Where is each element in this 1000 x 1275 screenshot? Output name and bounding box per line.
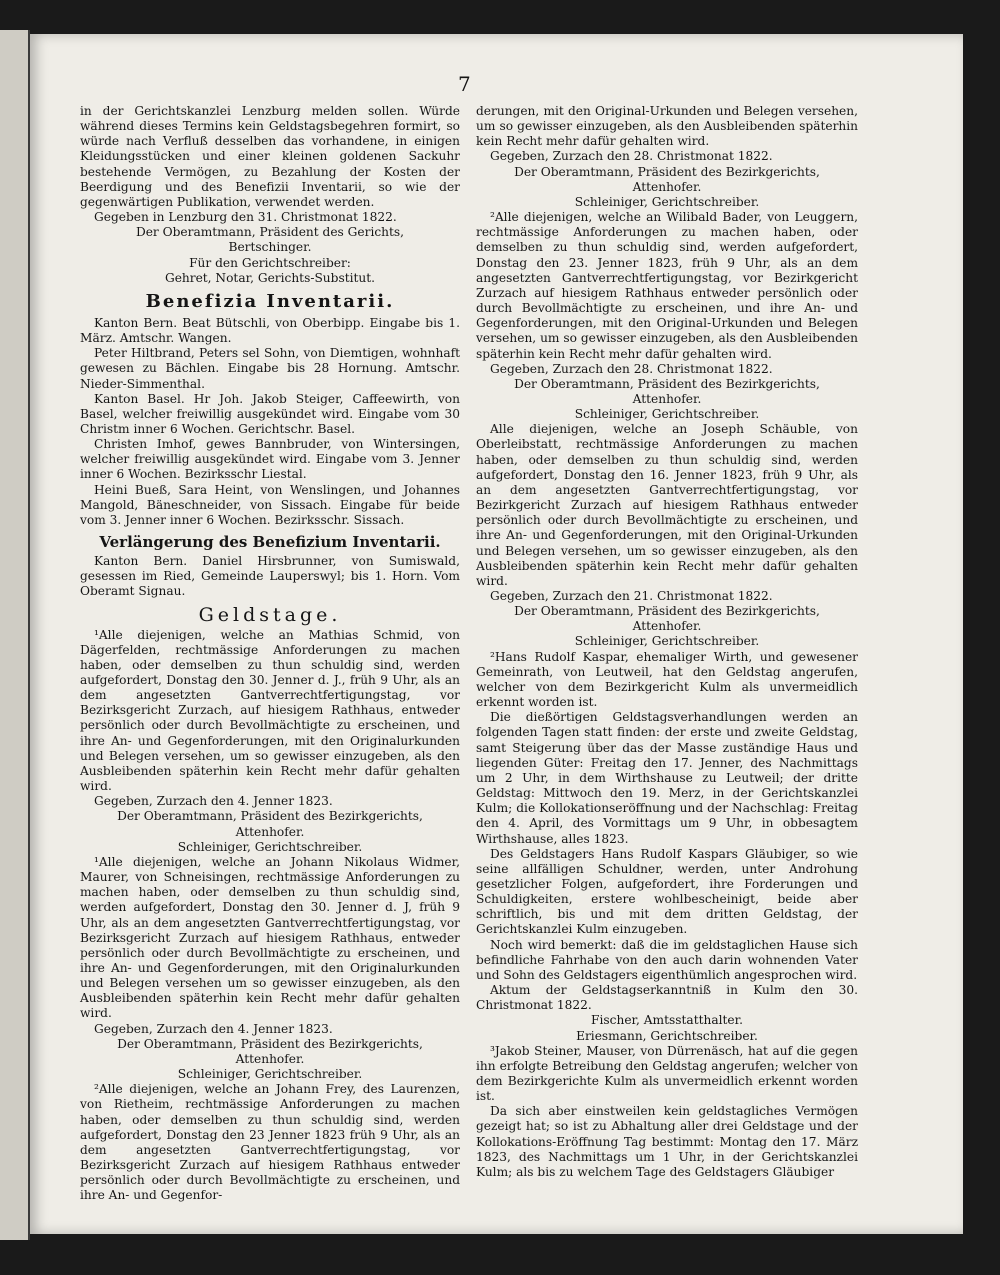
right-column [476, 104, 858, 1180]
dateline: Gegeben, Zurzach den 4. Jenner 1823. [94, 794, 333, 809]
dateline: Gegeben, Zurzach den 28. Christmonat 1822. [490, 361, 773, 376]
signature-line: Der Oberamtmann, Präsident des Bezirkgerichts, [514, 376, 820, 391]
notice-entry: ²Alle diejenigen, welche an Johann Frey, des Laurenzen, von Rietheim, rechtmässige Anforderungen zu machen haben, oder demselben zu thun schuldig sind, werden aufgefordert, Donstag den 23 Jenner 1823 früh 9 Uhr, als an dem angesetzten Gantverrechtfertigungstag, vor Bezirksgericht Zurzach auf hiesigem Rathhaus entweder persönlich oder durch Bevollmächtigte zu erscheinen, und ihre An- und Gegenfor- [80, 1082, 460, 1203]
section-heading: Benefizia Inventarii. [145, 290, 395, 312]
page-number: 7 [458, 72, 471, 96]
signature-line: Eriesmann, Gerichtschreiber. [576, 1028, 758, 1043]
dateline: Gegeben in Lenzburg den 31. Christmonat 1822. [94, 210, 397, 225]
dateline: Aktum der Geldstagserkanntniß in Kulm den 30. Christmonat 1822. [476, 983, 858, 1013]
paragraph: in der Gerichtskanzlei Lenzburg melden sollen. Würde während dieses Termins kein Geldstagsbegehren formirt, so würde nach Verfluß desselben das vorhandene, in einigen Kleidungsstücken und einer kleinen goldenen Sackuhr bestehende Vermögen, zu Bezahlung der Kosten der Beerdigung und des Benefizii Inventarii, so wie der gegenwärtigen Publikation, verwendet werden. [80, 104, 460, 209]
signature-line: Attenhofer. [632, 179, 702, 194]
left-column [80, 104, 460, 1203]
signature-line: Attenhofer. [235, 824, 305, 839]
page-left-edge [0, 30, 30, 1240]
section-heading: Verlängerung des Benefizium Inventarii. [99, 533, 441, 552]
notice-entry: Peter Hiltbrand, Peters sel Sohn, von Diemtigen, wohnhaft gewesen zu Bächlen. Eingabe bis 28 Hornung. Amtschr. Nieder-Simmenthal. [80, 346, 460, 391]
notice-entry: ¹Alle diejenigen, welche an Johann Nikolaus Widmer, Maurer, von Schneisingen, rechtmässige Anforderungen zu machen haben, oder demselben zu thun schuldig sind, werden aufgefordert, Donstag den 30. Jenner d. J, früh 9 Uhr, als an dem angesetzten Gantverrechtfertigungstag, vor Bezirksgericht Zurzach auf hiesigem Rathhaus, entweder persönlich oder durch Bevollmächtigte zu erscheinen, und ihre An- und Gegenforderungen, mit den Originalurkunden und Belegen versehen um so gewisser einzugeben, als den Ausbleibenden späterhin kein Recht mehr dafür gehalten wird. [80, 854, 460, 1021]
signature-line: Für den Gerichtschreiber: [189, 255, 351, 270]
signature-line: Schleiniger, Gerichtschreiber. [574, 194, 760, 209]
section-heading: Geldstage. [198, 603, 342, 626]
signature-line: Der Oberamtmann, Präsident des Bezirkgerichts, [117, 1036, 423, 1051]
notice-entry: Kanton Bern. Daniel Hirsbrunner, von Sumiswald, gesessen im Ried, Gemeinde Lauperswyl; bis 1. Horn. Vom Oberamt Signau. [80, 554, 460, 599]
paragraph: Des Geldstagers Hans Rudolf Kaspars Gläubiger, so wie seine allfälligen Schuldner, werden, unter Androhung gesetzlicher Folgen, aufgefordert, ihre Forderungen und Schuldigkeiten, erstere wohlbescheinigt, beide aber schriftlich, bis und mit dem dritten Geldstag, der Gerichtskanzlei Kulm einzugeben. [476, 846, 858, 937]
paragraph: Die dießörtigen Geldstagsverhandlungen werden an folgenden Tagen statt finden: der erste und zweite Geldstag, samt Steigerung über das der Masse zuständige Haus und liegenden Güter: Freitag den 17. Jenner, des Nachmittags um 2 Uhr, in dem Wirthshause zu Leutweil; der dritte Geldstag: Mittwoch den 19. Merz, in der Gerichtskanzlei Kulm; die Kollokationseröffnung und der Nachschlag: Freitag den 4. April, des Vormittags um 9 Uhr, in obbesagtem Wirthshause, alles 1823. [476, 710, 858, 846]
notice-entry: ¹Alle diejenigen, welche an Mathias Schmid, von Dägerfelden, rechtmässige Anforderungen zu machen haben, oder demselben zu thun schuldig sind, werden aufgefordert, Donstag den 30. Jenner d. J., früh 9 Uhr, als an dem angesetzten Gantverrechtfertigungstag, vor Bezirksgericht Zurzach, auf hiesigem Rathhaus, entweder persönlich oder durch Bevollmächtigte zu erscheinen, und ihre An- und Gegenforderungen, mit den Originalurkunden und Belegen versehen, um so gewisser einzugeben, als den Ausbleibenden späterhin kein Recht mehr dafür gehalten wird. [80, 627, 460, 794]
signature-line: Attenhofer. [235, 1051, 305, 1066]
notice-entry: ²Alle diejenigen, welche an Wilibald Bader, von Leuggern, rechtmässige Anforderungen zu machen haben, oder demselben zu thun schuldig sind, werden aufgefordert, Donstag den 23. Jenner 1823, früh 9 Uhr, als an dem angesetzten Gantverrechtfertigungstag, vor Bezirkgericht Zurzach auf hiesigem Rathhaus entweder persönlich oder durch Bevollmächtigte zu erscheinen, und ihre An- und Gegenforderungen, mit den Original-Urkunden und Belegen versehen, um so gewisser einzugeben, als den Ausbleibenden späterhin kein Recht mehr dafür gehalten wird. [476, 210, 858, 361]
signature-line: Schleiniger, Gerichtschreiber. [177, 839, 363, 854]
notice-entry: Kanton Basel. Hr Joh. Jakob Steiger, Caffeewirth, von Basel, welcher freiwillig ausgekündet wird. Eingabe vom 30 Christm inner 6 Wochen. Gerichtschr. Basel. [80, 391, 460, 436]
signature-line: Der Oberamtmann, Präsident des Bezirkgerichts, [514, 604, 820, 619]
paragraph: Noch wird bemerkt: daß die im geldstaglichen Hause sich befindliche Fahrhabe von den auch darin wohnenden Vater und Sohn des Geldstagers eigenthümlich angesprochen wird. [476, 937, 858, 982]
signature-line: Attenhofer. [632, 619, 702, 634]
signature-line: Gehret, Notar, Gerichts-Substitut. [164, 270, 376, 285]
notice-entry: Alle diejenigen, welche an Joseph Schäuble, von Oberleibstatt, rechtmässige Anforderungen zu machen haben, oder demselben zu thun schuldig sind, werden aufgefordert, Donstag den 16. Jenner 1823, früh 9 Uhr, als an dem angesetzten Gantverrechtfertigungstag, vor Bezirkgericht Zurzach auf hiesigem Rathhaus entweder persönlich oder durch Bevollmächtigte zu erscheinen, und ihre An- und Gegenforderungen, mit den Original-Urkunden und Belegen versehen, um so gewisser einzugeben, als den Ausbleibenden späterhin kein Recht mehr dafür gehalten wird. [476, 422, 858, 588]
signature-line: Schleiniger, Gerichtschreiber. [574, 407, 760, 422]
dateline: Gegeben, Zurzach den 4. Jenner 1823. [94, 1021, 333, 1036]
signature-line: Der Oberamtmann, Präsident des Bezirkgerichts, [117, 809, 423, 824]
notice-entry: Christen Imhof, gewes Bannbruder, von Wintersingen, welcher freiwillig ausgekündet wird. Eingabe vom 3. Jenner inner 6 Wochen. Bezirksschr Liestal. [80, 437, 460, 482]
dateline: Gegeben, Zurzach den 21. Christmonat 1822. [490, 589, 773, 603]
signature-line: Schleiniger, Gerichtschreiber. [177, 1067, 363, 1082]
signature-line: Bertschinger. [228, 240, 312, 255]
notice-entry: Kanton Bern. Beat Bütschli, von Oberbipp. Eingabe bis 1. März. Amtschr. Wangen. [80, 315, 460, 346]
notice-entry: Heini Bueß, Sara Heint, von Wenslingen, und Johannes Mangold, Bäneschneider, von Sissach. Eingabe für beide vom 3. Jenner inner 6 Wochen. Bezirksschr. Sissach. [80, 482, 460, 527]
signature-line: Attenhofer. [632, 391, 702, 406]
signature-line: Der Oberamtmann, Präsident des Gerichts, [135, 225, 405, 240]
document-page [30, 34, 963, 1234]
notice-entry: ²Hans Rudolf Kaspar, ehemaliger Wirth, und gewesener Gemeinrath, von Leutweil, hat den Geldstag angerufen, welcher von dem Bezirkgericht Kulm als unvermeidlich erkennt worden ist. [476, 649, 858, 710]
paragraph: Da sich aber einstweilen kein geldstagliches Vermögen gezeigt hat; so ist zu Abhaltung aller drei Geldstage und der Kollokations-Eröffnung Tag bestimmt: Montag den 17. März 1823, des Nachmittags um 1 Uhr, in der Gerichtskanzlei Kulm; als bis zu welchem Tage des Geldstagers Gläubiger [476, 1104, 858, 1179]
signature-line: Schleiniger, Gerichtschreiber. [574, 634, 760, 649]
notice-entry: ³Jakob Steiner, Mauser, von Dürrenäsch, hat auf die gegen ihn erfolgte Betreibung den Geldstag angerufen; welcher von dem Bezirkgerichte Kulm als unvermeidlich erkennt worden ist. [476, 1043, 858, 1104]
signature-line: Fischer, Amtsstatthalter. [591, 1013, 743, 1028]
paragraph: derungen, mit den Original-Urkunden und Belegen versehen, um so gewisser einzugeben, als den Ausbleibenden späterhin kein Recht mehr dafür gehalten wird. [476, 104, 858, 149]
signature-line: Der Oberamtmann, Präsident des Bezirkgerichts, [514, 164, 820, 179]
dateline: Gegeben, Zurzach den 28. Christmonat 1822. [490, 149, 773, 164]
